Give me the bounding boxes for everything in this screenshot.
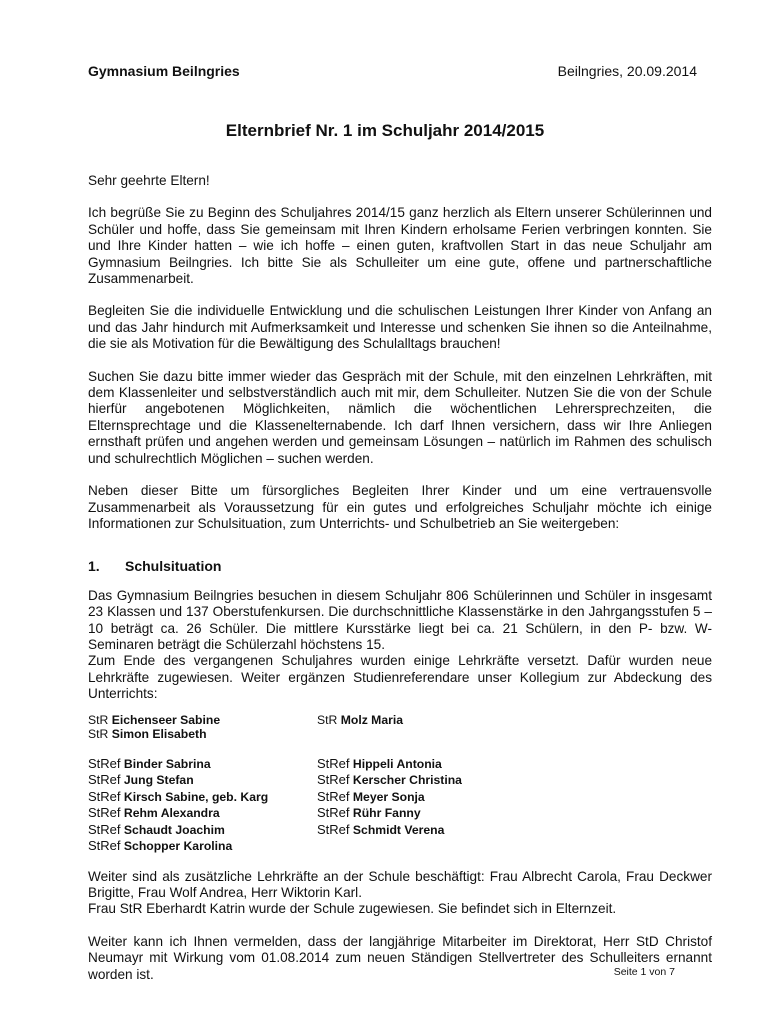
school-name: Gymnasium Beilngries — [88, 63, 240, 79]
intro-paragraph-2: Begleiten Sie die individuelle Entwicklung und die schulischen Leistungen Ihrer Kinder von Anfang an und das Jahr hindurch mit Aufmerksamkeit und Interesse und schenken Sie ihnen so die Anteilnahme, die sie als Motivation für die Bewältigung des Schulalltags brauchen! — [88, 303, 712, 352]
intro-paragraph-4: Neben dieser Bitte um fürsorgliches Begleiten Ihrer Kinder und um eine vertrauensvolle Zusammenarbeit als Voraussetzung für ein gutes und erfolgreiches Schuljahr möchte ich einige Informationen zur Schulsituation, zum Unterrichts- und Schulbetrieb an Sie weitergeben: — [88, 483, 712, 531]
intro-paragraph-3: Suchen Sie dazu bitte immer wieder das Gespräch mit der Schule, mit den einzelnen Lehrkräften, mit dem Klassenleiter und selbstverständlich auch mit mir, dem Schulleiter. Nutzen Sie die von der Schule hierfür angebotenen Möglichkeiten, nämlich die wöchentlichen Lehrersprechzeiten, die Elternsprechtage und die Klassenelternabende. Ich darf Ihnen versichern, dass wir Ihre Anliegen ernsthaft prüfen und angehen werden und gemeinsam Lösungen – natürlich im Rahmen des schulisch und schulrechtlich Möglichen – suchen werden. — [88, 368, 712, 466]
staff-entry: StRef Kirsch Sabine, geb. Karg — [88, 788, 269, 804]
staff-entry-empty — [317, 727, 712, 742]
section-paragraph-2: Zum Ende des vergangenen Schuljahres wurden einige Lehrkräfte versetzt. Dafür wurden neue Lehrkräfte zugewiesen. Weiter ergänzen Studienreferendare unser Kollegium zur Abdeckung des Unterrichts: — [88, 653, 712, 702]
section-paragraph-4: Weiter kann ich Ihnen vermelden, dass der langjährige Mitarbeiter im Direktorat, Herr StD Christof Neumayr mit Wirkung vom 01.08.2014 zum neuen Ständigen Stellvertreter des Schulleiters ernannt worden ist. — [88, 933, 712, 982]
staff-list-str — [88, 713, 712, 742]
section-number: 1. — [88, 558, 100, 575]
letter-body — [88, 173, 712, 999]
staff-entry: StRef Kerscher Christina — [317, 772, 462, 788]
staff-entry-empty — [317, 838, 712, 855]
staff-list-stref — [88, 756, 712, 855]
salutation: Sehr geehrte Eltern! — [88, 173, 210, 188]
staff-entry: StR Molz Maria — [317, 712, 404, 727]
staff-entry: StRef Meyer Sonja — [317, 788, 425, 804]
section-title: Schulsituation — [125, 558, 222, 575]
letter-title: Elternbrief Nr. 1 im Schuljahr 2014/2015 — [225, 121, 545, 140]
page-number: Seite 1 von 7 — [613, 966, 675, 978]
section-paragraph-1: Das Gymnasium Beilngries besuchen in diesem Schuljahr 806 Schülerinnen und Schüler in insgesamt 23 Klassen und 137 Oberstufenkursen. Die durchschnittliche Klassenstärke in den Jahrgangsstufen 5 – 10 beträgt ca. 26 Schüler. Die mittlere Kursstärke liegt bei ca. 21 Schülern, in den P- bzw. W-Seminaren beträgt die Schülerzahl höchstens 15. — [88, 587, 712, 652]
staff-entry: StRef Hippeli Antonia — [317, 755, 442, 771]
staff-entry: StRef Binder Sabrina — [88, 755, 211, 771]
intro-paragraph-1: Ich begrüße Sie zu Beginn des Schuljahres 2014/15 ganz herzlich als Eltern unserer Schülerinnen und Schüler und hoffe, dass Sie gemeinsam mit Ihren Kindern erholsame Ferien verbringen konnten. Sie und Ihre Kinder hatten – wie ich hoffe – einen guten, kraftvollen Start in das neue Schuljahr am Gymnasium Beilngries. Ich bitte Sie als Schulleiter um eine gute, offene und partnerschaftliche Zusammenarbeit. — [88, 205, 712, 287]
section-paragraph-3a: Weiter sind als zusätzliche Lehrkräfte an der Schule beschäftigt: Frau Albrecht Carola, Frau Deckwer Brigitte, Frau Wolf Andrea, Herr Wiktorin Karl. — [88, 868, 712, 900]
staff-entry: StRef Schmidt Verena — [317, 821, 445, 837]
place-date: Beilngries, 20.09.2014 — [557, 63, 697, 79]
section-heading — [88, 558, 712, 574]
section-paragraph-3b: Frau StR Eberhardt Katrin wurde der Schule zugewiesen. Sie befindet sich in Elternzeit. — [88, 901, 617, 917]
staff-entry: StRef Schaudt Joachim — [88, 821, 225, 837]
staff-entry: StRef Schopper Karolina — [88, 838, 233, 854]
staff-entry: StR Simon Elisabeth — [88, 727, 207, 742]
staff-entry: StRef Jung Stefan — [88, 772, 194, 788]
staff-entry: StR Eichenseer Sabine — [88, 712, 221, 727]
staff-entry: StRef Rühr Fanny — [317, 805, 421, 821]
staff-entry: StRef Rehm Alexandra — [88, 805, 220, 821]
